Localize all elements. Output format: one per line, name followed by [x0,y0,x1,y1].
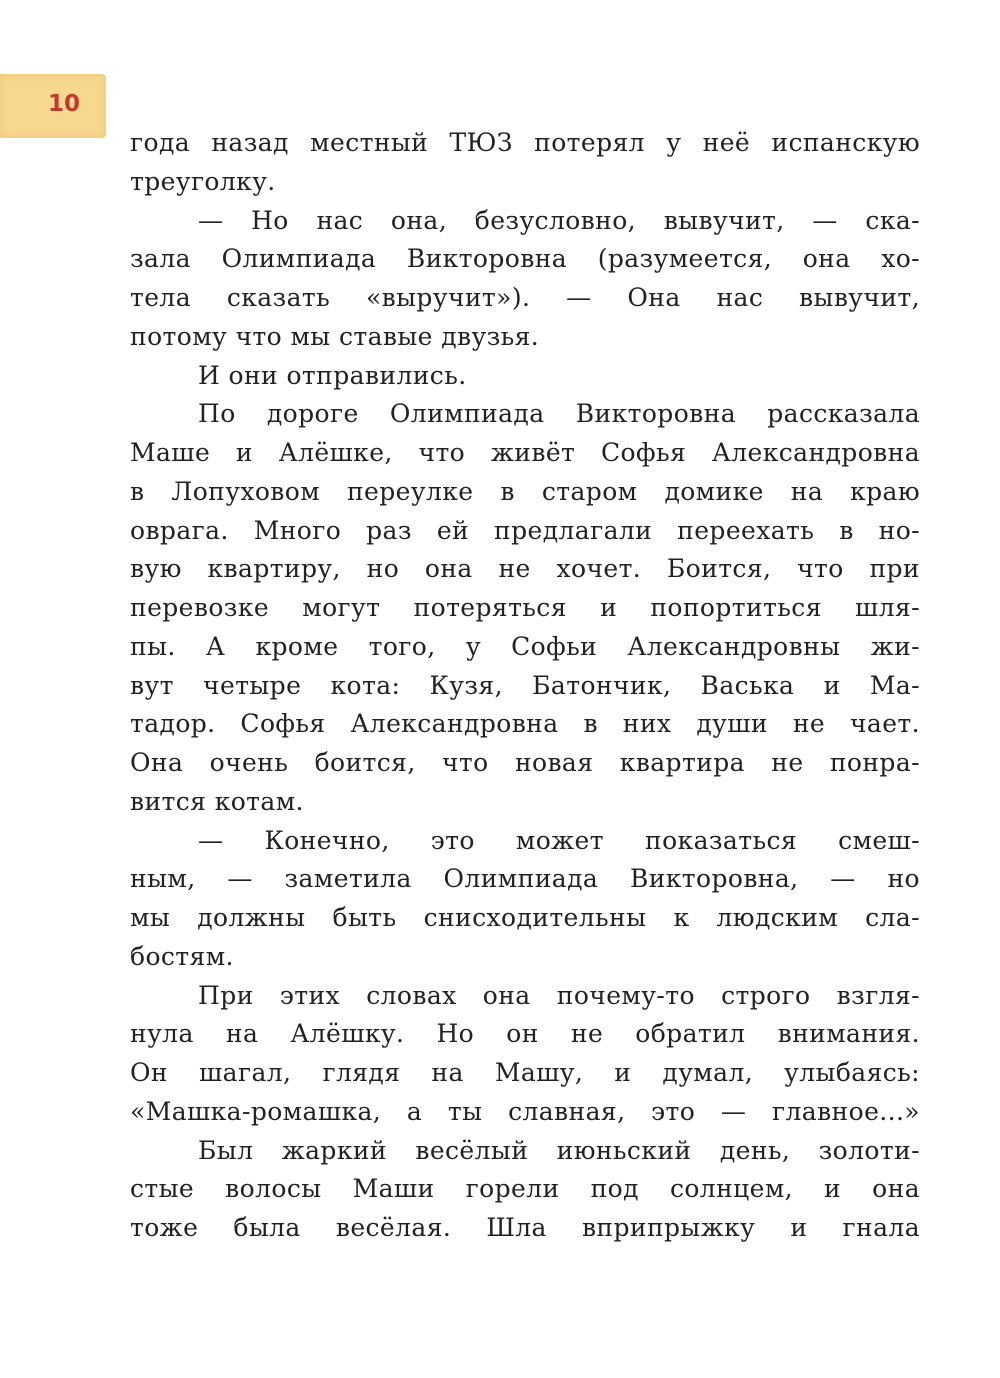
page-number: 10 [48,91,81,117]
body-text [130,124,920,1248]
text-line: тела сказать «выручит»). — Она нас вывучит, [130,283,920,312]
text-line: вут четыре кота: Кузя, Батончик, Васька и Ма- [130,670,920,700]
text-line: — Конечно, это может показаться смеш- [198,825,920,855]
text-line: тадор. Софья Александровна в них души не чает. [130,709,920,739]
text-line: оврага. Много раз ей предлагали переехать в но- [130,515,920,545]
text-line: нула на Алёшку. Но он не обратил внимания. [130,1019,920,1049]
text-line: мы должны быть снисходительны к людским сла- [130,903,920,932]
text-line: Она очень боится, что новая квартира не понра- [130,748,920,777]
text-line: По дороге Олимпиада Викторовна рассказала [198,399,920,429]
text-line: И они отправились. [198,360,467,390]
text-line: ным, — заметила Олимпиада Викторовна, — но [130,864,920,894]
text-line: При этих словах она почему-то строго взгля- [198,980,920,1010]
text-line: Был жаркий весёлый июньский день, золоти- [198,1135,920,1165]
text-line: бостям. [130,941,234,971]
text-line: года назад местный ТЮЗ потерял у неё испанскую [130,128,920,157]
text-line: перевозке могут потеряться и попортиться шля- [130,593,920,622]
text-line: вую квартиру, но она не хочет. Боится, что при [130,554,920,584]
text-line: Маше и Алёшке, что живёт Софья Александровна [130,438,920,467]
text-line: — Но нас она, безусловно, вывучит, — ска- [198,205,920,235]
text-line: треуголку. [130,166,276,196]
text-line: Он шагал, глядя на Машу, и думал, улыбаясь: [130,1058,920,1087]
text-line: пы. А кроме того, у Софьи Александровны жи- [130,631,920,661]
text-line: в Лопуховом переулке в старом домике на краю [130,476,920,506]
text-line: потому что мы ставые двузья. [130,321,540,351]
text-line: «Машка-ромашка, а ты славная, это — главное...» [130,1096,920,1126]
text-line: тоже была весёлая. Шла вприпрыжку и гнала [130,1213,920,1242]
text-line: вится котам. [130,786,304,816]
text-line: зала Олимпиада Викторовна (разумеется, она хо- [130,244,920,274]
text-line: стые волосы Маши горели под солнцем, и она [130,1174,920,1204]
